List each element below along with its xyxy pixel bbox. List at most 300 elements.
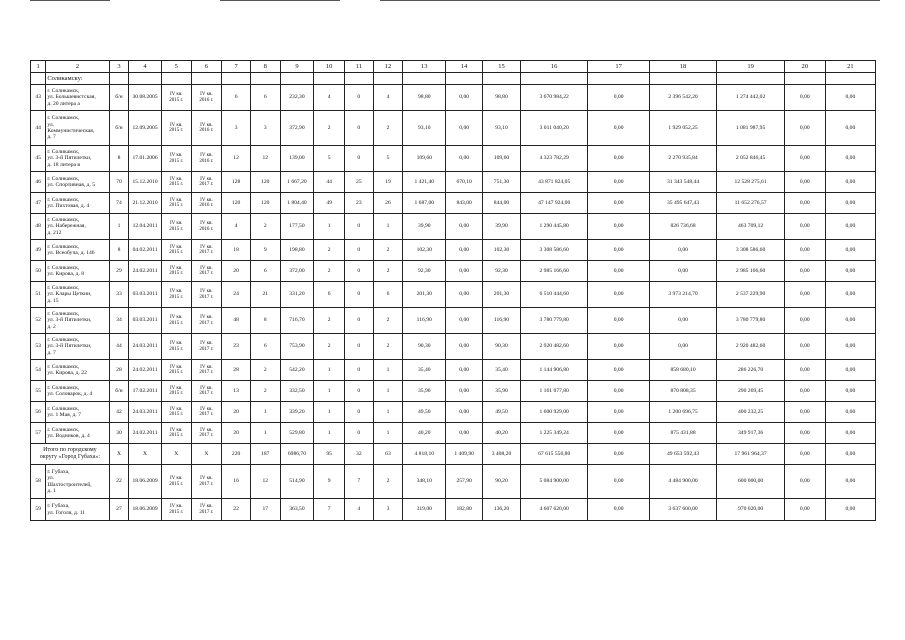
value-c15: 98,80: [483, 85, 521, 111]
value-c13: 109,60: [403, 146, 446, 172]
planned-start: IV кв. 2015 г.: [161, 308, 191, 334]
value-c17: 0,00: [588, 111, 649, 146]
value-c16: 1 225 349,24: [520, 423, 588, 444]
value-c7: 28: [222, 360, 251, 381]
row-number: 59: [31, 499, 46, 521]
value-c16: 2 920 482,60: [520, 334, 588, 360]
value-c18: 1 200 696,75: [649, 402, 717, 423]
value-c19: 2 985 166,60: [717, 261, 785, 282]
value-c15: 102,30: [483, 240, 521, 261]
value-c18: 31 343 548,44: [649, 172, 717, 193]
value-c10: 2: [314, 111, 345, 146]
value-c11: 0: [345, 402, 374, 423]
value-c17: 0,00: [588, 499, 649, 521]
row-number: 51: [31, 282, 46, 308]
value-c20: 0,00: [784, 308, 825, 334]
row-number: 53: [31, 334, 46, 360]
value-c21: 0,00: [825, 111, 875, 146]
row-number: 44: [31, 111, 46, 146]
value-c21: 0,00: [825, 146, 875, 172]
value-c20: 0,00: [784, 499, 825, 521]
value-c15: 49,50: [483, 402, 521, 423]
planned-start: IV кв. 2015 г.: [161, 360, 191, 381]
doc-number: 27: [109, 499, 128, 521]
value-c14: 0,00: [446, 282, 483, 308]
planned-end: IV кв. 2017 г.: [191, 308, 222, 334]
planned-end: IV кв. 2016 г.: [191, 146, 222, 172]
value-c9: 177,50: [280, 214, 314, 240]
value-c9: 198,80: [280, 240, 314, 261]
total-c21: 0,00: [825, 444, 875, 465]
column-number: 20: [784, 61, 825, 73]
value-c11: 7: [345, 465, 374, 499]
value-c13: 92,30: [403, 261, 446, 282]
value-c16: 3 780 779,80: [520, 308, 588, 334]
value-c9: 542,20: [280, 360, 314, 381]
value-c17: 0,00: [588, 334, 649, 360]
value-c15: 201,30: [483, 282, 521, 308]
value-c12: 2: [373, 111, 403, 146]
row-number: 46: [31, 172, 46, 193]
row-number: 52: [31, 308, 46, 334]
housing-table: [30, 60, 876, 521]
value-c8: 6: [250, 334, 280, 360]
table-cell: [191, 73, 222, 85]
value-c13: 201,30: [403, 282, 446, 308]
doc-number: 29: [109, 261, 128, 282]
planned-end: IV кв. 2017 г.: [191, 172, 222, 193]
value-c16: 1 600 929,00: [520, 402, 588, 423]
value-c8: 2: [250, 360, 280, 381]
value-c15: 116,90: [483, 308, 521, 334]
value-c8: 120: [250, 193, 280, 214]
table-row: [31, 381, 876, 402]
value-c11: 0: [345, 111, 374, 146]
top-rule: [30, 0, 110, 1]
doc-number: 30: [109, 423, 128, 444]
row-number: 47: [31, 193, 46, 214]
address-cell: г. Соликамск, ул. Коммунистическая, д. 7: [46, 111, 109, 146]
value-c8: 2: [250, 214, 280, 240]
value-c7: 12: [222, 146, 251, 172]
address-cell: г. Соликамск, ул. Спортивная, д. 5: [46, 172, 109, 193]
value-c18: 0,00: [649, 240, 717, 261]
value-c8: 8: [250, 308, 280, 334]
value-c14: 0,00: [446, 240, 483, 261]
doc-date: 17.02.2011: [129, 381, 162, 402]
doc-number: б/н: [109, 111, 128, 146]
value-c11: 0: [345, 214, 374, 240]
value-c7: 20: [222, 423, 251, 444]
total-c14: 1 409,90: [446, 444, 483, 465]
planned-end: IV кв. 2017 г.: [191, 499, 222, 521]
table-cell: [345, 73, 374, 85]
total-c9: 6986,70: [280, 444, 314, 465]
table-cell: [250, 73, 280, 85]
value-c11: 25: [345, 172, 374, 193]
table-row: [31, 423, 876, 444]
value-c11: 23: [345, 193, 374, 214]
table-cell: [520, 73, 588, 85]
column-number: 16: [520, 61, 588, 73]
address-cell: г. Соликамск, ул. Клары Цеткин, д. 15: [46, 282, 109, 308]
column-number: 17: [588, 61, 649, 73]
value-c14: 0,00: [446, 381, 483, 402]
value-c8: 12: [250, 146, 280, 172]
value-c10: 5: [314, 146, 345, 172]
top-rule: [380, 0, 880, 1]
value-c8: 1: [250, 402, 280, 423]
planned-end: IV кв. 2017 г.: [191, 240, 222, 261]
doc-number: 8: [109, 146, 128, 172]
value-c17: 0,00: [588, 360, 649, 381]
table-row: [31, 240, 876, 261]
address-cell: г. Соликамск, ул. 1 Мая, д. 7: [46, 402, 109, 423]
value-c12: 2: [373, 334, 403, 360]
doc-date: 03.03.2011: [129, 282, 162, 308]
value-c9: 363,50: [280, 499, 314, 521]
table-row: [31, 146, 876, 172]
value-c13: 39,90: [403, 214, 446, 240]
value-c20: 0,00: [784, 402, 825, 423]
total-c16: 67 615 556,80: [520, 444, 588, 465]
table-cell: [717, 73, 785, 85]
value-c21: 0,00: [825, 85, 875, 111]
value-c9: 372,00: [280, 261, 314, 282]
value-c7: 3: [222, 111, 251, 146]
value-c12: 19: [373, 172, 403, 193]
value-c8: 1: [250, 423, 280, 444]
value-c14: 182,80: [446, 499, 483, 521]
value-c20: 0,00: [784, 172, 825, 193]
value-c7: 16: [222, 465, 251, 499]
value-c17: 0,00: [588, 282, 649, 308]
planned-end: IV кв. 2016 г.: [191, 111, 222, 146]
table-row: [31, 172, 876, 193]
value-c13: 348,10: [403, 465, 446, 499]
value-c18: 3 637 600,00: [649, 499, 717, 521]
column-number: 12: [373, 61, 403, 73]
value-c21: 0,00: [825, 465, 875, 499]
doc-date: 24.03.2011: [129, 402, 162, 423]
address-cell: г. Губаха, ул. Гоголя, д. 11: [46, 499, 109, 521]
value-c7: 4: [222, 214, 251, 240]
doc-date: 17.01.2006: [129, 146, 162, 172]
total-c20: 0,00: [784, 444, 825, 465]
doc-number: б/н: [109, 381, 128, 402]
value-c7: 128: [222, 172, 251, 193]
address-cell: г. Соликамск, ул. 3-й Пятилетки, д. 18 литера в: [46, 146, 109, 172]
row-number: 57: [31, 423, 46, 444]
column-number: 21: [825, 61, 875, 73]
value-c18: 870 808,35: [649, 381, 717, 402]
value-c15: 35,90: [483, 381, 521, 402]
total-row: [31, 444, 876, 465]
total-c15: 3 408,20: [483, 444, 521, 465]
column-number: 19: [717, 61, 785, 73]
value-c16: 4 607 620,00: [520, 499, 588, 521]
total-c6: X: [191, 444, 222, 465]
doc-date: 30.08.2005: [129, 85, 162, 111]
value-c20: 0,00: [784, 111, 825, 146]
column-number: 18: [649, 61, 717, 73]
value-c12: 6: [373, 282, 403, 308]
value-c21: 0,00: [825, 499, 875, 521]
value-c15: 90,20: [483, 465, 521, 499]
value-c8: 12: [250, 465, 280, 499]
value-c7: 20: [222, 402, 251, 423]
value-c14: 0,00: [446, 360, 483, 381]
table-row: [31, 214, 876, 240]
row-number: 49: [31, 240, 46, 261]
value-c20: 0,00: [784, 146, 825, 172]
value-c14: 0,00: [446, 423, 483, 444]
planned-end: IV кв. 2017 г.: [191, 423, 222, 444]
value-c21: 0,00: [825, 240, 875, 261]
table-cell: [109, 73, 128, 85]
table-cell: [483, 73, 521, 85]
value-c16: 1 161 077,80: [520, 381, 588, 402]
value-c12: 4: [373, 85, 403, 111]
planned-start: IV кв. 2015 г.: [161, 146, 191, 172]
value-c16: 3 011 040,20: [520, 111, 588, 146]
value-c15: 92,30: [483, 261, 521, 282]
value-c17: 0,00: [588, 261, 649, 282]
value-c10: 7: [314, 499, 345, 521]
value-c14: 843,00: [446, 193, 483, 214]
column-number: 9: [280, 61, 314, 73]
table-cell: [222, 73, 251, 85]
table-row: [31, 499, 876, 521]
value-c20: 0,00: [784, 193, 825, 214]
total-c11: 32: [345, 444, 374, 465]
value-c13: 35,40: [403, 360, 446, 381]
value-c13: 98,80: [403, 85, 446, 111]
value-c12: 1: [373, 360, 403, 381]
value-c8: 120: [250, 172, 280, 193]
value-c15: 40,20: [483, 423, 521, 444]
column-number: 13: [403, 61, 446, 73]
planned-end: IV кв. 2016 г.: [191, 85, 222, 111]
value-c7: 48: [222, 308, 251, 334]
value-c12: 1: [373, 423, 403, 444]
value-c13: 319,00: [403, 499, 446, 521]
table-row: [31, 402, 876, 423]
value-c7: 13: [222, 381, 251, 402]
value-c19: 3 308 586,60: [717, 240, 785, 261]
planned-start: IV кв. 2015 г.: [161, 465, 191, 499]
value-c18: 4 484 900,00: [649, 465, 717, 499]
value-c10: 9: [314, 465, 345, 499]
value-c7: 20: [222, 261, 251, 282]
column-number: 2: [46, 61, 109, 73]
row-number: 56: [31, 402, 46, 423]
total-label: Итого по городскому округу «Город Губаха»:: [31, 444, 110, 465]
total-c7: 220: [222, 444, 251, 465]
address-cell: г. Соликамск, ул. Соловарок, д. 4: [46, 381, 109, 402]
planned-start: IV кв. 2015 г.: [161, 85, 191, 111]
column-number: 8: [250, 61, 280, 73]
table-cell: [31, 73, 46, 85]
value-c21: 0,00: [825, 193, 875, 214]
planned-start: IV кв. 2015 г.: [161, 172, 191, 193]
value-c21: 0,00: [825, 261, 875, 282]
value-c20: 0,00: [784, 214, 825, 240]
value-c9: 332,50: [280, 381, 314, 402]
address-cell: г. Соликамск, ул. Водников, д. 4: [46, 423, 109, 444]
value-c15: 751,30: [483, 172, 521, 193]
planned-start: IV кв. 2015 г.: [161, 240, 191, 261]
total-c5: X: [161, 444, 191, 465]
doc-date: 15.12.2010: [129, 172, 162, 193]
value-c15: 90,30: [483, 334, 521, 360]
value-c12: 3: [373, 499, 403, 521]
doc-number: 44: [109, 334, 128, 360]
value-c21: 0,00: [825, 381, 875, 402]
table-row: [31, 111, 876, 146]
address-cell: г. Соликамск, ул. Кирова, д. 8: [46, 261, 109, 282]
value-c7: 23: [222, 334, 251, 360]
value-c7: 18: [222, 240, 251, 261]
value-c18: 0,00: [649, 261, 717, 282]
value-c11: 0: [345, 381, 374, 402]
doc-number: 8: [109, 240, 128, 261]
total-c18: 49 653 592,43: [649, 444, 717, 465]
value-c10: 44: [314, 172, 345, 193]
value-c13: 102,30: [403, 240, 446, 261]
planned-start: IV кв. 2015 г.: [161, 193, 191, 214]
value-c20: 0,00: [784, 334, 825, 360]
doc-number: 28: [109, 360, 128, 381]
value-c17: 0,00: [588, 465, 649, 499]
value-c11: 0: [345, 334, 374, 360]
column-number: 1: [31, 61, 46, 73]
region-label: Соликамску:: [46, 73, 109, 85]
table-cell: [446, 73, 483, 85]
value-c13: 1 421,40: [403, 172, 446, 193]
value-c21: 0,00: [825, 308, 875, 334]
planned-end: IV кв. 2017 г.: [191, 282, 222, 308]
column-number: 7: [222, 61, 251, 73]
planned-end: IV кв. 2017 г.: [191, 261, 222, 282]
value-c10: 2: [314, 261, 345, 282]
planned-end: IV кв. 2017 г.: [191, 360, 222, 381]
value-c17: 0,00: [588, 308, 649, 334]
value-c17: 0,00: [588, 381, 649, 402]
value-c20: 0,00: [784, 360, 825, 381]
planned-start: IV кв. 2015 г.: [161, 402, 191, 423]
value-c10: 1: [314, 214, 345, 240]
value-c19: 1 081 987,95: [717, 111, 785, 146]
planned-start: IV кв. 2015 г.: [161, 423, 191, 444]
table-cell: [280, 73, 314, 85]
planned-end: IV кв. 2017 г.: [191, 402, 222, 423]
planned-end: IV кв. 2017 г.: [191, 381, 222, 402]
value-c20: 0,00: [784, 240, 825, 261]
value-c14: 0,00: [446, 261, 483, 282]
value-c12: 1: [373, 381, 403, 402]
value-c9: 331,20: [280, 282, 314, 308]
value-c8: 9: [250, 240, 280, 261]
doc-number: 22: [109, 465, 128, 499]
value-c13: 35,90: [403, 381, 446, 402]
value-c12: 1: [373, 214, 403, 240]
value-c9: 529,80: [280, 423, 314, 444]
column-number: 6: [191, 61, 222, 73]
value-c14: 0,00: [446, 214, 483, 240]
value-c17: 0,00: [588, 214, 649, 240]
value-c19: 1 274 442,02: [717, 85, 785, 111]
value-c18: 0,00: [649, 308, 717, 334]
value-c15: 35,40: [483, 360, 521, 381]
value-c18: 35 495 647,43: [649, 193, 717, 214]
value-c16: 43 871 824,05: [520, 172, 588, 193]
table-cell: [825, 73, 875, 85]
table-row: [31, 85, 876, 111]
value-c18: 1 929 052,25: [649, 111, 717, 146]
value-c12: 5: [373, 146, 403, 172]
value-c12: 26: [373, 193, 403, 214]
value-c10: 1: [314, 423, 345, 444]
value-c13: 40,20: [403, 423, 446, 444]
row-number: 43: [31, 85, 46, 111]
value-c12: 1: [373, 402, 403, 423]
value-c14: 0,00: [446, 111, 483, 146]
value-c14: 0,00: [446, 308, 483, 334]
value-c19: 400 232,25: [717, 402, 785, 423]
address-cell: г. Соликамск, ул. 3-й Пятилетки, д. 7: [46, 334, 109, 360]
value-c21: 0,00: [825, 402, 875, 423]
value-c10: 2: [314, 334, 345, 360]
table-cell: [161, 73, 191, 85]
value-c18: 2 396 542,20: [649, 85, 717, 111]
doc-date: 04.02.2011: [129, 240, 162, 261]
value-c15: 109,60: [483, 146, 521, 172]
row-number: 55: [31, 381, 46, 402]
value-c16: 3 308 586,60: [520, 240, 588, 261]
value-c10: 6: [314, 282, 345, 308]
value-c19: 2 537 229,90: [717, 282, 785, 308]
value-c19: 286 226,70: [717, 360, 785, 381]
value-c10: 1: [314, 360, 345, 381]
planned-start: IV кв. 2015 г.: [161, 214, 191, 240]
column-number: 4: [129, 61, 162, 73]
value-c19: 2 052 846,45: [717, 146, 785, 172]
column-number: 11: [345, 61, 374, 73]
value-c9: 372,90: [280, 111, 314, 146]
row-number: 48: [31, 214, 46, 240]
doc-date: 24.02.2011: [129, 423, 162, 444]
total-c12: 63: [373, 444, 403, 465]
value-c13: 116,90: [403, 308, 446, 334]
value-c10: 49: [314, 193, 345, 214]
value-c8: 3: [250, 111, 280, 146]
value-c14: 0,00: [446, 334, 483, 360]
value-c13: 1 687,00: [403, 193, 446, 214]
doc-date: 03.03.2011: [129, 308, 162, 334]
doc-date: 21.12.2010: [129, 193, 162, 214]
value-c7: 6: [222, 85, 251, 111]
planned-end: IV кв. 2016 г.: [191, 193, 222, 214]
address-cell: г. Губаха, ул. Шахтостроителей, д. 1: [46, 465, 109, 499]
value-c16: 6 510 444,60: [520, 282, 588, 308]
value-c20: 0,00: [784, 85, 825, 111]
doc-date: 18.06.2009: [129, 499, 162, 521]
value-c21: 0,00: [825, 334, 875, 360]
value-c11: 0: [345, 308, 374, 334]
address-cell: г. Соликамск, ул. Всеобуча, д. 146: [46, 240, 109, 261]
address-cell: г. Соликамск, ул. Кирова, д. 22: [46, 360, 109, 381]
